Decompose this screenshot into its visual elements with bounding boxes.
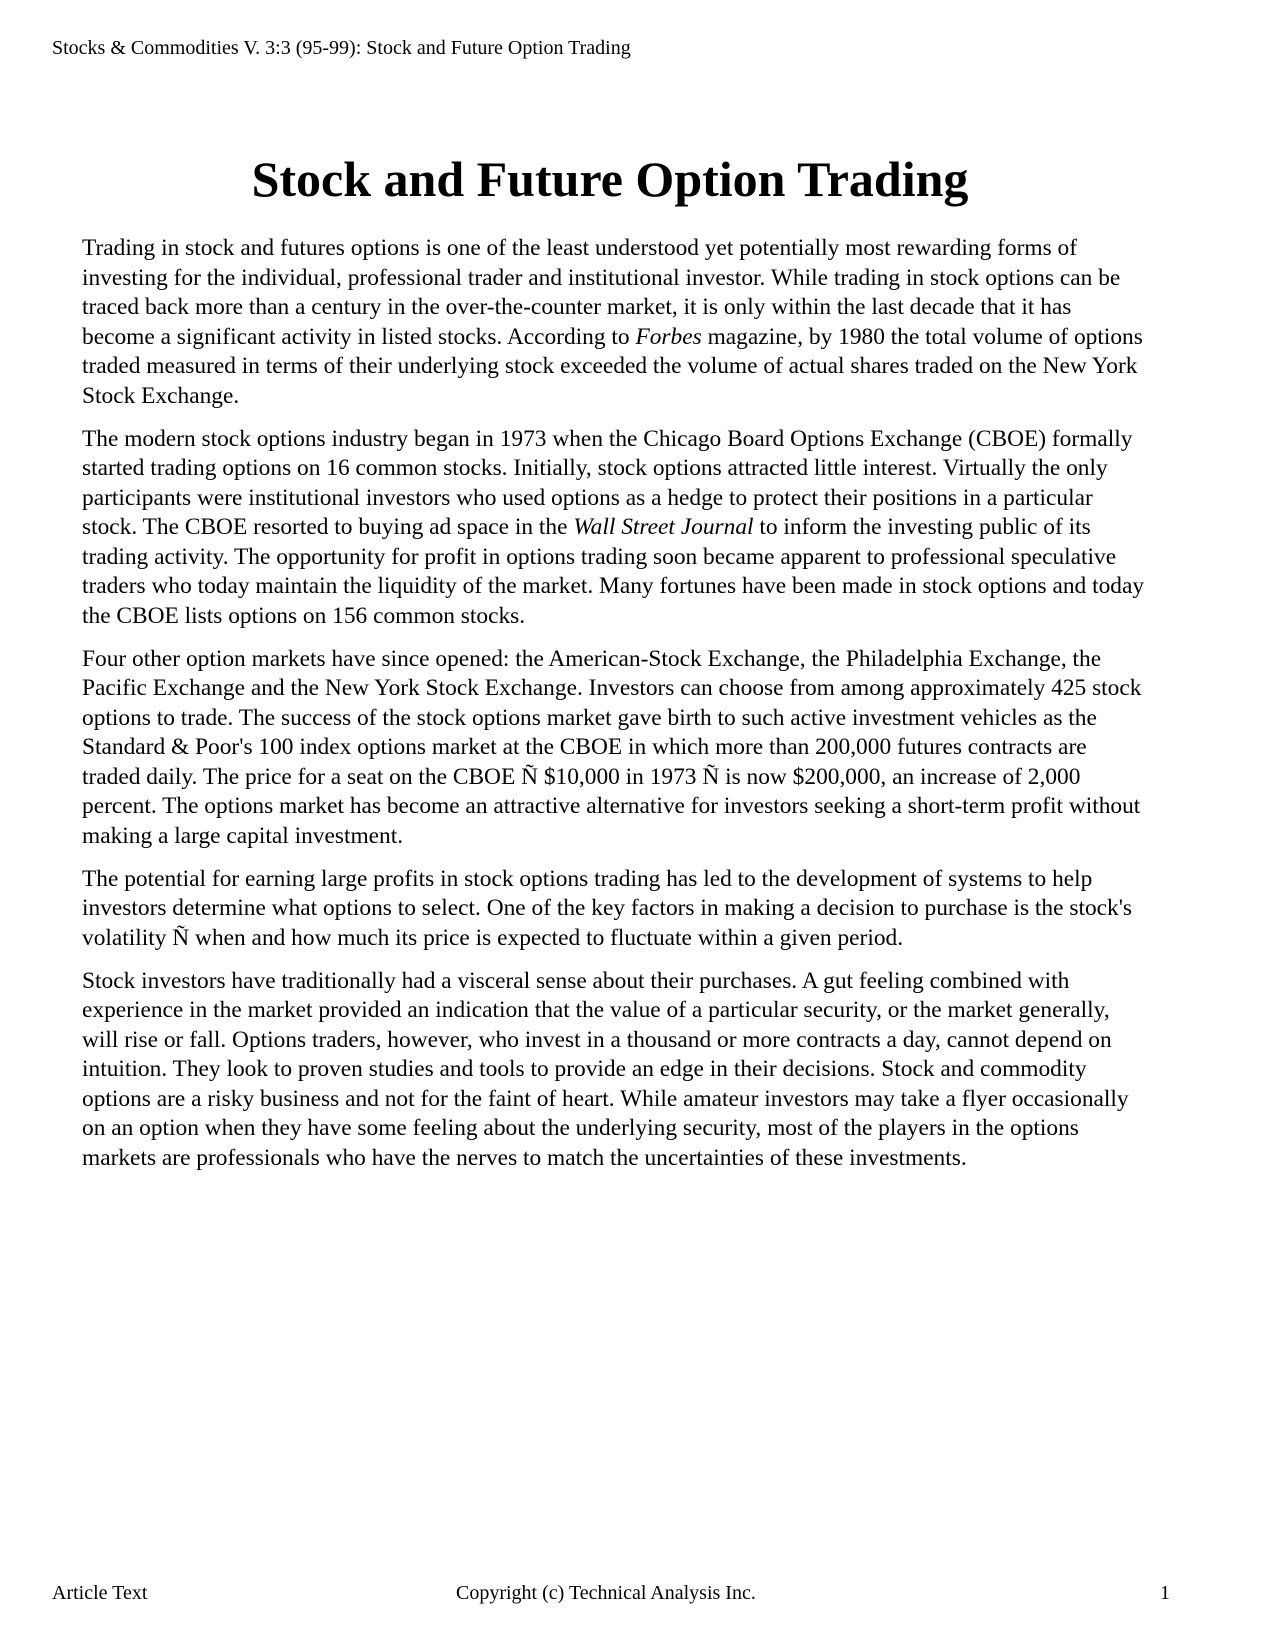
footer-section-label: Article Text xyxy=(52,1582,148,1604)
paragraph-text: Stock investors have traditionally had a visceral sense about their purchases. A gut feeling combined with experience in the market provided an indication that the value of a particular security, or the market generally, will rise or fall. Options traders, however, who invest in a thousand or more contracts a day, cannot depend on intuition. They look to proven studies and tools to provide an edge in their decisions. Stock and commodity options are a risky business and not for the faint of heart. While amateur investors may take a flyer occasionally on an option when they have some feeling about the underlying security, most of the players in the options markets are professionals who have the nerves to match the uncertainties of these investments. xyxy=(82,967,1129,1171)
paragraph-1 xyxy=(82,234,1148,411)
running-header: Stocks & Commodities V. 3:3 (95-99): Stock and Future Option Trading xyxy=(52,37,631,59)
article-title: Stock and Future Option Trading xyxy=(251,151,969,207)
article-body xyxy=(82,234,1148,1173)
paragraph-text: The potential for earning large profits in stock options trading has led to the development of systems to help investors determine what options to select. One of the key factors in making a decision to purchase is the stock's volatility Ñ when and how much its price is expected to fluctuate within a given period. xyxy=(82,865,1133,951)
paragraph-4 xyxy=(82,865,1148,954)
paragraph-text: The modern stock options industry began in 1973 when the Chicago Board Options Exchange (CBOE) formally started trading options on 16 common stocks. Initially, stock options attracted little interest. Virtually the only participants were institutional investors who used options as a hedge to protect their positions in a particular stock. The CBOE resorted to buying ad space in the xyxy=(82,425,1133,540)
paragraph-text: magazine, by 1980 the total volume of options traded measured in terms of their underlying stock exceeded the volume of actual shares traded on the New York Stock Exchange. xyxy=(82,323,1143,409)
paragraph-3 xyxy=(82,645,1148,852)
publication-name: Wall Street Journal xyxy=(573,514,754,540)
paragraph-5 xyxy=(82,967,1148,1174)
footer-copyright: Copyright (c) Technical Analysis Inc. xyxy=(456,1582,756,1604)
paragraph-text: Four other option markets have since opened: the American-Stock Exchange, the Philadelphia Exchange, the Pacific Exchange and the New York Stock Exchange. Investors can choose from among approximately 425 stock options to trade. The success of the stock options market gave birth to such active investment vehicles as the Standard & Poor's 100 index options market at the CBOE in which more than 200,000 futures contracts are traded daily. The price for a seat on the CBOE Ñ $10,000 in 1973 Ñ is now $200,000, an increase of 2,000 percent. The options market has become an attractive alternative for investors seeking a short-term profit without making a large capital investment. xyxy=(82,645,1142,849)
paragraph-2 xyxy=(82,425,1148,632)
publication-name: Forbes xyxy=(635,323,702,350)
paragraph-text: to inform the investing public of its trading activity. The opportunity for profit in options trading soon became apparent to professional speculative traders who today maintain the liquidity of the market. Many fortunes have been made in stock options and today the CBOE lists options on 156 common stocks. xyxy=(82,514,1145,629)
paragraph-text: Trading in stock and futures options is one of the least understood yet potentially most rewarding forms of investing for the individual, professional trader and institutional investor. While trading in stock options can be traced back more than a century in the over-the-counter market, it is only within the last decade that it has become a significant activity in listed stocks. According to xyxy=(82,235,1121,350)
page-number: 1 xyxy=(1160,1582,1170,1604)
